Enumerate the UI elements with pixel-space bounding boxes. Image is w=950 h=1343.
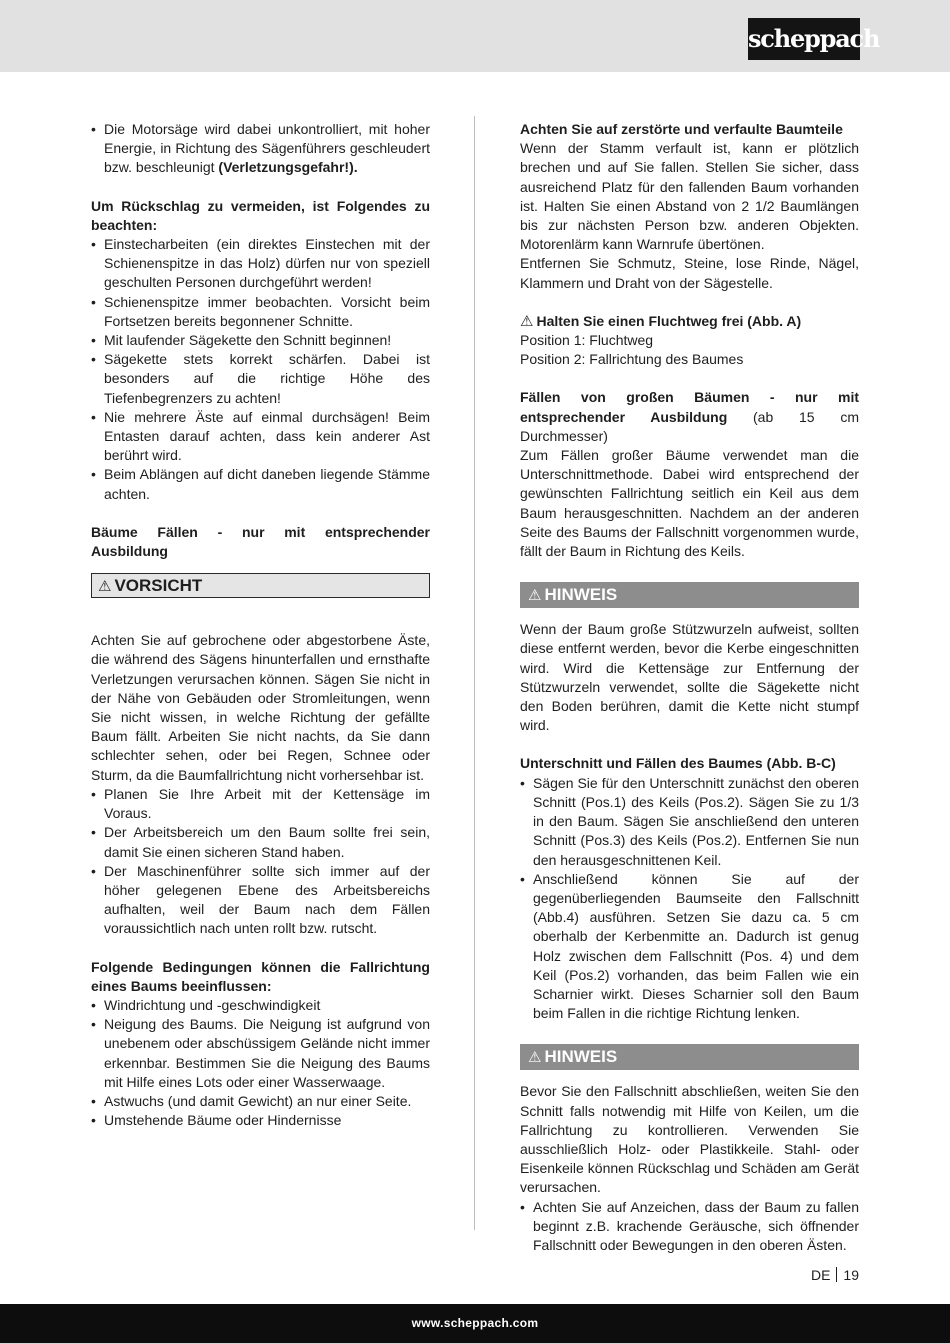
list-item: • Einstecharbeiten (ein direktes Einstechen mit der Schienenspitze in das Holz) dürfen nur von speziell geschulten Personen durchgeführt werden! xyxy=(91,235,430,293)
list-item: • Beim Ablängen auf dicht daneben liegende Stämme achten. xyxy=(91,465,430,503)
note-box: ⚠ HINWEIS xyxy=(520,582,859,608)
position-1: Position 1: Fluchtweg xyxy=(520,332,654,349)
kickback-heading: Um Rückschlag zu vermeiden, ist Folgendes zu beachten: xyxy=(91,197,430,233)
position-2: Position 2: Fallrichtung des Baumes xyxy=(520,351,744,368)
warning-triangle-icon: ⚠ xyxy=(98,578,112,596)
note-text: Bevor Sie den Fallschnitt abschließen, weiten Sie den Schnitt falls notwendig mit Hilfe von Keilen, um die Fallrichtung zu kontrollieren. Verwenden Sie ausschließlich Holz- oder Plastikkeile. Stahl- oder Eisenkeile können Rückschlag und Schäden am Gerät verursachen. xyxy=(520,1083,859,1196)
conditions-heading: Folgende Bedingungen können die Fallrichtung eines Baums beeinflussen: xyxy=(91,958,430,994)
footer-url[interactable]: www.scheppach.com xyxy=(411,1316,539,1330)
note-text: Wenn der Baum große Stützwurzeln aufweist, sollten diese entfernt werden, bevor die Kerbe eingeschnitten wird. Wird die Kettensäge zur Entfernung der Stützwurzeln verwendet, sollte die Sägekette nicht den Boden berühren, damit die Kette nicht stumpf wird. xyxy=(520,621,859,734)
caution-box xyxy=(91,573,430,598)
rotten-heading: Achten Sie auf zerstörte und verfaulte Baumteile xyxy=(520,121,843,137)
list-item: • Planen Sie Ihre Arbeit mit der Kettensäge im Voraus. xyxy=(91,785,430,823)
rotten-text: Wenn der Stamm verfault ist, kann er plötzlich brechen und auf Sie fallen. Stellen Sie sicher, dass ausreichend Platz für den fallenden Baum vorhanden ist. Halten Sie einen Abstand von 2 1/2 Baumlängen bis zur nächsten Person bzw. anderen Objekten. Motorenlärm kann Warnrufe übertönen. xyxy=(520,140,859,253)
page-number: DE 19 xyxy=(810,1267,859,1283)
list-item: • Windrichtung und -geschwindigkeit xyxy=(91,996,430,1015)
note-list xyxy=(520,1198,859,1256)
right-column xyxy=(520,120,859,1255)
list-item: • Achten Sie auf Anzeichen, dass der Baum zu fallen beginnt z.B. krachende Geräusche, sich öffnender Fallschnitt oder Bewegungen in den oberen Ästen. xyxy=(520,1198,859,1256)
undercut-list xyxy=(520,774,859,1024)
caution-text: Achten Sie auf gebrochene oder abgestorbene Äste, die während des Sägens hinunterfallen und ernsthafte Verletzungen verursachen können. Sägen Sie nicht in der Nähe von Gebäuden oder Stromleitungen, wenn Sie nicht wissen, in welche Richtung der gefällte Baum fällt. Arbeiten Sie nicht nachts, da Sie dann schlechter sehen, oder bei Regen, Schnee oder Sturm, da die Baumfallrichtung nicht vorhersehbar ist. xyxy=(91,632,430,783)
list-item: • Neigung des Baums. Die Neigung ist aufgrund von unebenem oder abschüssigem Gelände nicht immer erkennbar. Bestimmen Sie die Neigung des Baums mit Hilfe eines Lots oder einer Wasserwaage. xyxy=(91,1015,430,1092)
note-box: ⚠ HINWEIS xyxy=(520,1044,859,1070)
list-item: • Umstehende Bäume oder Hindernisse xyxy=(91,1111,430,1130)
warning-triangle-icon: ⚠ xyxy=(520,312,534,330)
separator xyxy=(836,1267,837,1282)
undercut-heading: Unterschnitt und Fällen des Baumes (Abb. B-C) xyxy=(520,755,836,772)
list-item: • Sägekette stets korrekt schärfen. Dabei ist besonders auf die richtige Höhe des Tiefenbegrenzers zu achten! xyxy=(91,350,430,408)
list-item: • Die Motorsäge wird dabei unkontrolliert, mit hoher Energie, in Richtung des Sägenführers geschleudert bzw. beschleunigt (Verletzungsgefahr!). xyxy=(91,120,430,178)
left-column xyxy=(91,120,430,1130)
list-item: • Mit laufender Sägekette den Schnitt beginnen! xyxy=(91,331,430,350)
large-trees-text: Zum Fällen großer Bäume verwendet man die Unterschnittmethode. Dabei wird entsprechend der gewünschten Fallrichtung seitlich ein Keil aus dem Baum herausgeschnitten. Nachdem an der anderen Seite des Baums der Fallschnitt vorgenommen wurde, fällt der Baum in Richtung des Keils. xyxy=(520,447,859,560)
caution-label: VORSICHT xyxy=(114,576,203,596)
conditions-list xyxy=(91,996,430,1130)
intro-list xyxy=(91,120,430,178)
list-item: • Der Arbeitsbereich um den Baum sollte frei sein, damit Sie einen sicheren Stand haben. xyxy=(91,823,430,861)
rotten-text-2: Entfernen Sie Schmutz, Steine, lose Rinde, Nägel, Klammern und Draht von der Sägestelle. xyxy=(520,255,859,291)
warning-triangle-icon: ⚠ xyxy=(528,587,542,605)
column-divider xyxy=(474,116,475,1230)
list-item: • Schienenspitze immer beobachten. Vorsicht beim Fortsetzen bereits begonnener Schnitte. xyxy=(91,293,430,331)
kickback-list xyxy=(91,235,430,504)
list-item: • Anschließend können Sie auf der gegenüberliegenden Baumseite den Fallschnitt (Abb.4) ausführen. Setzen Sie dazu ca. 5 cm oberhalb der Kerbenmitte an. Dadurch ist genug Holz zwischen dem Fallschnitt (Pos. 4) und dem Keil (Pos.2) vorhanden, das beim Fallen wie ein Scharnier wirkt. Dieses Scharnier soll den Baum beim Fallen in die richtige Richtung lenken. xyxy=(520,870,859,1024)
caution-list xyxy=(91,785,430,939)
list-item: • Der Maschinenführer sollte sich immer auf der höher gelegenen Ebene des Arbeitsbereichs aufhalten, weil der Baum nach dem Fällen voraussichtlich nach unten rollt bzw. rutscht. xyxy=(91,862,430,939)
felling-heading: Bäume Fällen - nur mit entsprechender Ausbildung xyxy=(91,523,430,560)
escape-heading: ⚠ Halten Sie einen Fluchtweg frei (Abb. A) xyxy=(520,312,802,330)
brand-logo: scheppach xyxy=(748,18,860,60)
warning-triangle-icon: ⚠ xyxy=(528,1049,542,1067)
list-item: • Nie mehrere Äste auf einmal durchsägen! Beim Entasten darauf achten, dass kein anderer Ast berührt wird. xyxy=(91,408,430,466)
list-item: • Sägen Sie für den Unterschnitt zunächst den oberen Schnitt (Pos.1) des Keils (Pos.2). Sägen Sie zu 1/3 in den Baum. Sägen Sie anschließend den unteren Schnitt (Pos.3) des Keils (Pos.2). Entfernen Sie nun den herausgeschnittenen Keil. xyxy=(520,774,859,870)
large-trees-heading: Fällen von großen Bäumen - nur mit entsprechender Ausbildung (ab 15 cm Durchmesser) xyxy=(520,389,860,444)
list-item: • Astwuchs (und damit Gewicht) an nur einer Seite. xyxy=(91,1092,430,1111)
footer-bar xyxy=(0,1304,950,1343)
